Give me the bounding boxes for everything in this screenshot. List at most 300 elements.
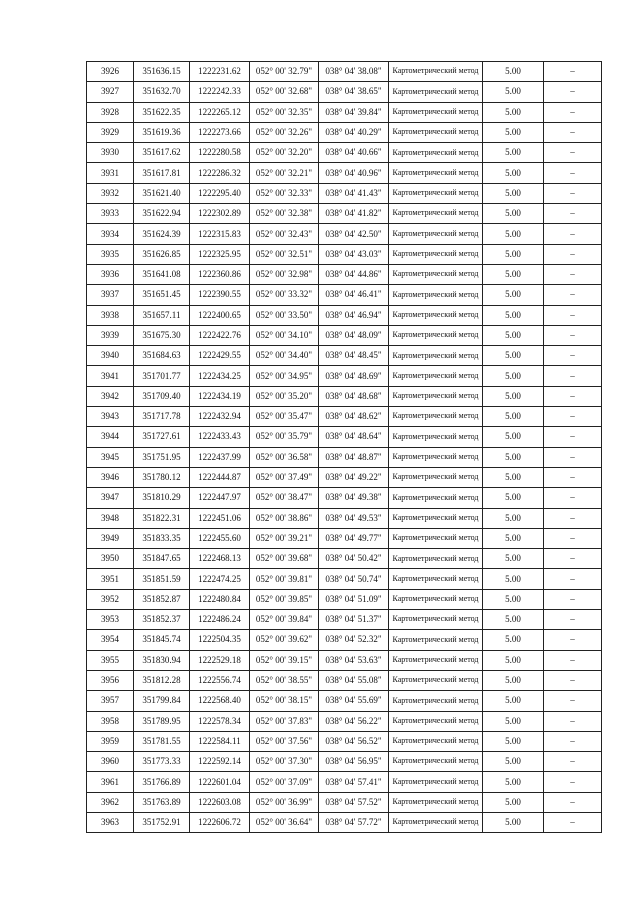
point-number-cell: 3937 — [87, 285, 134, 305]
description-cell: – — [544, 549, 602, 569]
point-number-cell: 3933 — [87, 204, 134, 224]
y-coordinate-cell: 1222529.18 — [190, 650, 250, 670]
x-coordinate-cell: 351799.84 — [134, 691, 190, 711]
latitude-cell: 052° 00' 37.83" — [250, 711, 319, 731]
table-row — [87, 650, 602, 670]
table-row — [87, 62, 602, 82]
accuracy-cell: 5.00 — [483, 569, 544, 589]
table-row — [87, 386, 602, 406]
longitude-cell: 038° 04' 49.38" — [319, 488, 389, 508]
latitude-cell: 052° 00' 32.43" — [250, 224, 319, 244]
x-coordinate-cell: 351717.78 — [134, 407, 190, 427]
point-number-cell: 3928 — [87, 102, 134, 122]
method-cell: Картометрический метод — [389, 711, 483, 731]
x-coordinate-cell: 351624.39 — [134, 224, 190, 244]
latitude-cell: 052° 00' 37.30" — [250, 752, 319, 772]
accuracy-cell: 5.00 — [483, 386, 544, 406]
latitude-cell: 052° 00' 32.79" — [250, 62, 319, 82]
method-cell: Картометрический метод — [389, 285, 483, 305]
method-cell: Картометрический метод — [389, 772, 483, 792]
table-row — [87, 143, 602, 163]
x-coordinate-cell: 351773.33 — [134, 752, 190, 772]
longitude-cell: 038° 04' 42.50" — [319, 224, 389, 244]
table-row — [87, 407, 602, 427]
point-number-cell: 3948 — [87, 508, 134, 528]
method-cell: Картометрический метод — [389, 447, 483, 467]
latitude-cell: 052° 00' 38.55" — [250, 670, 319, 690]
latitude-cell: 052° 00' 36.99" — [250, 792, 319, 812]
method-cell: Картометрический метод — [389, 62, 483, 82]
latitude-cell: 052° 00' 35.20" — [250, 386, 319, 406]
table-row — [87, 204, 602, 224]
description-cell: – — [544, 366, 602, 386]
method-cell: Картометрический метод — [389, 630, 483, 650]
method-cell: Картометрический метод — [389, 467, 483, 487]
method-cell: Картометрический метод — [389, 244, 483, 264]
longitude-cell: 038° 04' 48.09" — [319, 325, 389, 345]
y-coordinate-cell: 1222390.55 — [190, 285, 250, 305]
description-cell: – — [544, 752, 602, 772]
latitude-cell: 052° 00' 32.51" — [250, 244, 319, 264]
accuracy-cell: 5.00 — [483, 427, 544, 447]
y-coordinate-cell: 1222434.25 — [190, 366, 250, 386]
latitude-cell: 052° 00' 32.20" — [250, 143, 319, 163]
y-coordinate-cell: 1222280.58 — [190, 143, 250, 163]
latitude-cell: 052° 00' 32.21" — [250, 163, 319, 183]
point-number-cell: 3955 — [87, 650, 134, 670]
latitude-cell: 052° 00' 34.10" — [250, 325, 319, 345]
point-number-cell: 3931 — [87, 163, 134, 183]
accuracy-cell: 5.00 — [483, 488, 544, 508]
latitude-cell: 052° 00' 39.84" — [250, 610, 319, 630]
x-coordinate-cell: 351751.95 — [134, 447, 190, 467]
table-row — [87, 305, 602, 325]
latitude-cell: 052° 00' 38.86" — [250, 508, 319, 528]
y-coordinate-cell: 1222444.87 — [190, 467, 250, 487]
table-row — [87, 670, 602, 690]
latitude-cell: 052° 00' 32.38" — [250, 204, 319, 224]
y-coordinate-cell: 1222429.55 — [190, 346, 250, 366]
method-cell: Картометрический метод — [389, 792, 483, 812]
latitude-cell: 052° 00' 35.79" — [250, 427, 319, 447]
method-cell: Картометрический метод — [389, 204, 483, 224]
description-cell: – — [544, 589, 602, 609]
method-cell: Картометрический метод — [389, 325, 483, 345]
accuracy-cell: 5.00 — [483, 285, 544, 305]
longitude-cell: 038° 04' 55.08" — [319, 670, 389, 690]
longitude-cell: 038° 04' 41.43" — [319, 183, 389, 203]
y-coordinate-cell: 1222451.06 — [190, 508, 250, 528]
accuracy-cell: 5.00 — [483, 325, 544, 345]
description-cell: – — [544, 122, 602, 142]
y-coordinate-cell: 1222315.83 — [190, 224, 250, 244]
accuracy-cell: 5.00 — [483, 407, 544, 427]
table-row — [87, 569, 602, 589]
method-cell: Картометрический метод — [389, 102, 483, 122]
x-coordinate-cell: 351701.77 — [134, 366, 190, 386]
longitude-cell: 038° 04' 56.95" — [319, 752, 389, 772]
accuracy-cell: 5.00 — [483, 204, 544, 224]
accuracy-cell: 5.00 — [483, 264, 544, 284]
longitude-cell: 038° 04' 48.87" — [319, 447, 389, 467]
point-number-cell: 3951 — [87, 569, 134, 589]
accuracy-cell: 5.00 — [483, 589, 544, 609]
accuracy-cell: 5.00 — [483, 366, 544, 386]
longitude-cell: 038° 04' 49.22" — [319, 467, 389, 487]
longitude-cell: 038° 04' 49.53" — [319, 508, 389, 528]
latitude-cell: 052° 00' 32.98" — [250, 264, 319, 284]
x-coordinate-cell: 351830.94 — [134, 650, 190, 670]
longitude-cell: 038° 04' 51.09" — [319, 589, 389, 609]
table-row — [87, 285, 602, 305]
table-row — [87, 812, 602, 832]
description-cell: – — [544, 812, 602, 832]
x-coordinate-cell: 351632.70 — [134, 82, 190, 102]
point-number-cell: 3939 — [87, 325, 134, 345]
latitude-cell: 052° 00' 32.26" — [250, 122, 319, 142]
point-number-cell: 3942 — [87, 386, 134, 406]
description-cell: – — [544, 264, 602, 284]
method-cell: Картометрический метод — [389, 610, 483, 630]
y-coordinate-cell: 1222434.19 — [190, 386, 250, 406]
description-cell: – — [544, 82, 602, 102]
table-row — [87, 346, 602, 366]
accuracy-cell: 5.00 — [483, 143, 544, 163]
latitude-cell: 052° 00' 37.56" — [250, 731, 319, 751]
accuracy-cell: 5.00 — [483, 183, 544, 203]
method-cell: Картометрический метод — [389, 508, 483, 528]
description-cell: – — [544, 792, 602, 812]
table-row — [87, 264, 602, 284]
method-cell: Картометрический метод — [389, 305, 483, 325]
point-number-cell: 3963 — [87, 812, 134, 832]
latitude-cell: 052° 00' 39.68" — [250, 549, 319, 569]
point-number-cell: 3952 — [87, 589, 134, 609]
x-coordinate-cell: 351822.31 — [134, 508, 190, 528]
point-number-cell: 3949 — [87, 528, 134, 548]
method-cell: Картометрический метод — [389, 346, 483, 366]
description-cell: – — [544, 427, 602, 447]
method-cell: Картометрический метод — [389, 488, 483, 508]
table-row — [87, 366, 602, 386]
table-row — [87, 610, 602, 630]
description-cell: – — [544, 62, 602, 82]
point-number-cell: 3950 — [87, 549, 134, 569]
point-number-cell: 3961 — [87, 772, 134, 792]
latitude-cell: 052° 00' 35.47" — [250, 407, 319, 427]
description-cell: – — [544, 183, 602, 203]
latitude-cell: 052° 00' 32.35" — [250, 102, 319, 122]
point-number-cell: 3927 — [87, 82, 134, 102]
point-number-cell: 3954 — [87, 630, 134, 650]
x-coordinate-cell: 351617.81 — [134, 163, 190, 183]
x-coordinate-cell: 351626.85 — [134, 244, 190, 264]
latitude-cell: 052° 00' 32.33" — [250, 183, 319, 203]
y-coordinate-cell: 1222231.62 — [190, 62, 250, 82]
method-cell: Картометрический метод — [389, 731, 483, 751]
point-number-cell: 3953 — [87, 610, 134, 630]
latitude-cell: 052° 00' 36.64" — [250, 812, 319, 832]
accuracy-cell: 5.00 — [483, 224, 544, 244]
point-number-cell: 3962 — [87, 792, 134, 812]
y-coordinate-cell: 1222265.12 — [190, 102, 250, 122]
description-cell: – — [544, 102, 602, 122]
y-coordinate-cell: 1222474.25 — [190, 569, 250, 589]
method-cell: Картометрический метод — [389, 163, 483, 183]
point-number-cell: 3945 — [87, 447, 134, 467]
longitude-cell: 038° 04' 48.62" — [319, 407, 389, 427]
accuracy-cell: 5.00 — [483, 163, 544, 183]
latitude-cell: 052° 00' 38.15" — [250, 691, 319, 711]
coordinates-table — [86, 61, 602, 833]
method-cell: Картометрический метод — [389, 752, 483, 772]
longitude-cell: 038° 04' 44.86" — [319, 264, 389, 284]
y-coordinate-cell: 1222556.74 — [190, 670, 250, 690]
y-coordinate-cell: 1222603.08 — [190, 792, 250, 812]
longitude-cell: 038° 04' 40.96" — [319, 163, 389, 183]
x-coordinate-cell: 351851.59 — [134, 569, 190, 589]
point-number-cell: 3940 — [87, 346, 134, 366]
accuracy-cell: 5.00 — [483, 346, 544, 366]
point-number-cell: 3947 — [87, 488, 134, 508]
x-coordinate-cell: 351657.11 — [134, 305, 190, 325]
longitude-cell: 038° 04' 49.77" — [319, 528, 389, 548]
latitude-cell: 052° 00' 33.32" — [250, 285, 319, 305]
y-coordinate-cell: 1222432.94 — [190, 407, 250, 427]
x-coordinate-cell: 351766.89 — [134, 772, 190, 792]
accuracy-cell: 5.00 — [483, 528, 544, 548]
longitude-cell: 038° 04' 53.63" — [319, 650, 389, 670]
latitude-cell: 052° 00' 39.15" — [250, 650, 319, 670]
method-cell: Картометрический метод — [389, 650, 483, 670]
x-coordinate-cell: 351845.74 — [134, 630, 190, 650]
y-coordinate-cell: 1222360.86 — [190, 264, 250, 284]
y-coordinate-cell: 1222592.14 — [190, 752, 250, 772]
accuracy-cell: 5.00 — [483, 610, 544, 630]
description-cell: – — [544, 508, 602, 528]
y-coordinate-cell: 1222242.33 — [190, 82, 250, 102]
table-row — [87, 589, 602, 609]
table-row — [87, 325, 602, 345]
table-row — [87, 528, 602, 548]
y-coordinate-cell: 1222480.84 — [190, 589, 250, 609]
y-coordinate-cell: 1222606.72 — [190, 812, 250, 832]
table-row — [87, 772, 602, 792]
latitude-cell: 052° 00' 39.21" — [250, 528, 319, 548]
y-coordinate-cell: 1222295.40 — [190, 183, 250, 203]
point-number-cell: 3958 — [87, 711, 134, 731]
description-cell: – — [544, 488, 602, 508]
description-cell: – — [544, 224, 602, 244]
description-cell: – — [544, 143, 602, 163]
y-coordinate-cell: 1222325.95 — [190, 244, 250, 264]
longitude-cell: 038° 04' 46.94" — [319, 305, 389, 325]
accuracy-cell: 5.00 — [483, 62, 544, 82]
method-cell: Картометрический метод — [389, 528, 483, 548]
y-coordinate-cell: 1222584.11 — [190, 731, 250, 751]
description-cell: – — [544, 407, 602, 427]
table-row — [87, 711, 602, 731]
accuracy-cell: 5.00 — [483, 508, 544, 528]
x-coordinate-cell: 351812.28 — [134, 670, 190, 690]
x-coordinate-cell: 351780.12 — [134, 467, 190, 487]
table-row — [87, 183, 602, 203]
latitude-cell: 052° 00' 37.49" — [250, 467, 319, 487]
x-coordinate-cell: 351622.94 — [134, 204, 190, 224]
method-cell: Картометрический метод — [389, 407, 483, 427]
accuracy-cell: 5.00 — [483, 82, 544, 102]
longitude-cell: 038° 04' 52.32" — [319, 630, 389, 650]
point-number-cell: 3946 — [87, 467, 134, 487]
x-coordinate-cell: 351675.30 — [134, 325, 190, 345]
table-row — [87, 467, 602, 487]
method-cell: Картометрический метод — [389, 224, 483, 244]
accuracy-cell: 5.00 — [483, 772, 544, 792]
x-coordinate-cell: 351833.35 — [134, 528, 190, 548]
x-coordinate-cell: 351852.37 — [134, 610, 190, 630]
latitude-cell: 052° 00' 39.85" — [250, 589, 319, 609]
y-coordinate-cell: 1222601.04 — [190, 772, 250, 792]
longitude-cell: 038° 04' 48.69" — [319, 366, 389, 386]
x-coordinate-cell: 351852.87 — [134, 589, 190, 609]
description-cell: – — [544, 711, 602, 731]
accuracy-cell: 5.00 — [483, 305, 544, 325]
point-number-cell: 3960 — [87, 752, 134, 772]
longitude-cell: 038° 04' 57.52" — [319, 792, 389, 812]
longitude-cell: 038° 04' 51.37" — [319, 610, 389, 630]
accuracy-cell: 5.00 — [483, 731, 544, 751]
table-row — [87, 163, 602, 183]
latitude-cell: 052° 00' 34.95" — [250, 366, 319, 386]
accuracy-cell: 5.00 — [483, 122, 544, 142]
y-coordinate-cell: 1222286.32 — [190, 163, 250, 183]
latitude-cell: 052° 00' 39.62" — [250, 630, 319, 650]
point-number-cell: 3959 — [87, 731, 134, 751]
table-row — [87, 224, 602, 244]
y-coordinate-cell: 1222447.97 — [190, 488, 250, 508]
table-body — [87, 62, 602, 833]
description-cell: – — [544, 569, 602, 589]
description-cell: – — [544, 346, 602, 366]
longitude-cell: 038° 04' 41.82" — [319, 204, 389, 224]
longitude-cell: 038° 04' 56.52" — [319, 731, 389, 751]
latitude-cell: 052° 00' 36.58" — [250, 447, 319, 467]
x-coordinate-cell: 351847.65 — [134, 549, 190, 569]
y-coordinate-cell: 1222437.99 — [190, 447, 250, 467]
point-number-cell: 3935 — [87, 244, 134, 264]
point-number-cell: 3957 — [87, 691, 134, 711]
longitude-cell: 038° 04' 55.69" — [319, 691, 389, 711]
latitude-cell: 052° 00' 32.68" — [250, 82, 319, 102]
latitude-cell: 052° 00' 37.09" — [250, 772, 319, 792]
x-coordinate-cell: 351763.89 — [134, 792, 190, 812]
description-cell: – — [544, 305, 602, 325]
accuracy-cell: 5.00 — [483, 670, 544, 690]
accuracy-cell: 5.00 — [483, 752, 544, 772]
longitude-cell: 038° 04' 46.41" — [319, 285, 389, 305]
x-coordinate-cell: 351684.63 — [134, 346, 190, 366]
method-cell: Картометрический метод — [389, 549, 483, 569]
y-coordinate-cell: 1222422.76 — [190, 325, 250, 345]
y-coordinate-cell: 1222578.34 — [190, 711, 250, 731]
point-number-cell: 3941 — [87, 366, 134, 386]
accuracy-cell: 5.00 — [483, 549, 544, 569]
table-row — [87, 691, 602, 711]
method-cell: Картометрический метод — [389, 122, 483, 142]
description-cell: – — [544, 386, 602, 406]
table-row — [87, 122, 602, 142]
accuracy-cell: 5.00 — [483, 792, 544, 812]
method-cell: Картометрический метод — [389, 143, 483, 163]
description-cell: – — [544, 691, 602, 711]
description-cell: – — [544, 447, 602, 467]
method-cell: Картометрический метод — [389, 183, 483, 203]
point-number-cell: 3944 — [87, 427, 134, 447]
y-coordinate-cell: 1222302.89 — [190, 204, 250, 224]
accuracy-cell: 5.00 — [483, 630, 544, 650]
method-cell: Картометрический метод — [389, 589, 483, 609]
y-coordinate-cell: 1222504.35 — [190, 630, 250, 650]
point-number-cell: 3926 — [87, 62, 134, 82]
accuracy-cell: 5.00 — [483, 467, 544, 487]
table-row — [87, 488, 602, 508]
table-row — [87, 427, 602, 447]
point-number-cell: 3934 — [87, 224, 134, 244]
x-coordinate-cell: 351641.08 — [134, 264, 190, 284]
point-number-cell: 3956 — [87, 670, 134, 690]
x-coordinate-cell: 351709.40 — [134, 386, 190, 406]
method-cell: Картометрический метод — [389, 264, 483, 284]
table-row — [87, 752, 602, 772]
method-cell: Картометрический метод — [389, 691, 483, 711]
x-coordinate-cell: 351622.35 — [134, 102, 190, 122]
description-cell: – — [544, 610, 602, 630]
table-row — [87, 630, 602, 650]
longitude-cell: 038° 04' 50.74" — [319, 569, 389, 589]
accuracy-cell: 5.00 — [483, 711, 544, 731]
x-coordinate-cell: 351636.15 — [134, 62, 190, 82]
longitude-cell: 038° 04' 38.65" — [319, 82, 389, 102]
x-coordinate-cell: 351621.40 — [134, 183, 190, 203]
point-number-cell: 3938 — [87, 305, 134, 325]
y-coordinate-cell: 1222486.24 — [190, 610, 250, 630]
x-coordinate-cell: 351619.36 — [134, 122, 190, 142]
method-cell: Картометрический метод — [389, 82, 483, 102]
longitude-cell: 038° 04' 56.22" — [319, 711, 389, 731]
method-cell: Картометрический метод — [389, 670, 483, 690]
x-coordinate-cell: 351727.61 — [134, 427, 190, 447]
y-coordinate-cell: 1222568.40 — [190, 691, 250, 711]
table-row — [87, 82, 602, 102]
accuracy-cell: 5.00 — [483, 447, 544, 467]
description-cell: – — [544, 204, 602, 224]
point-number-cell: 3929 — [87, 122, 134, 142]
longitude-cell: 038° 04' 40.66" — [319, 143, 389, 163]
latitude-cell: 052° 00' 33.50" — [250, 305, 319, 325]
longitude-cell: 038° 04' 57.41" — [319, 772, 389, 792]
method-cell: Картометрический метод — [389, 427, 483, 447]
table-row — [87, 549, 602, 569]
table-row — [87, 731, 602, 751]
description-cell: – — [544, 772, 602, 792]
description-cell: – — [544, 670, 602, 690]
x-coordinate-cell: 351781.55 — [134, 731, 190, 751]
table-row — [87, 508, 602, 528]
point-number-cell: 3936 — [87, 264, 134, 284]
longitude-cell: 038° 04' 50.42" — [319, 549, 389, 569]
accuracy-cell: 5.00 — [483, 812, 544, 832]
description-cell: – — [544, 731, 602, 751]
